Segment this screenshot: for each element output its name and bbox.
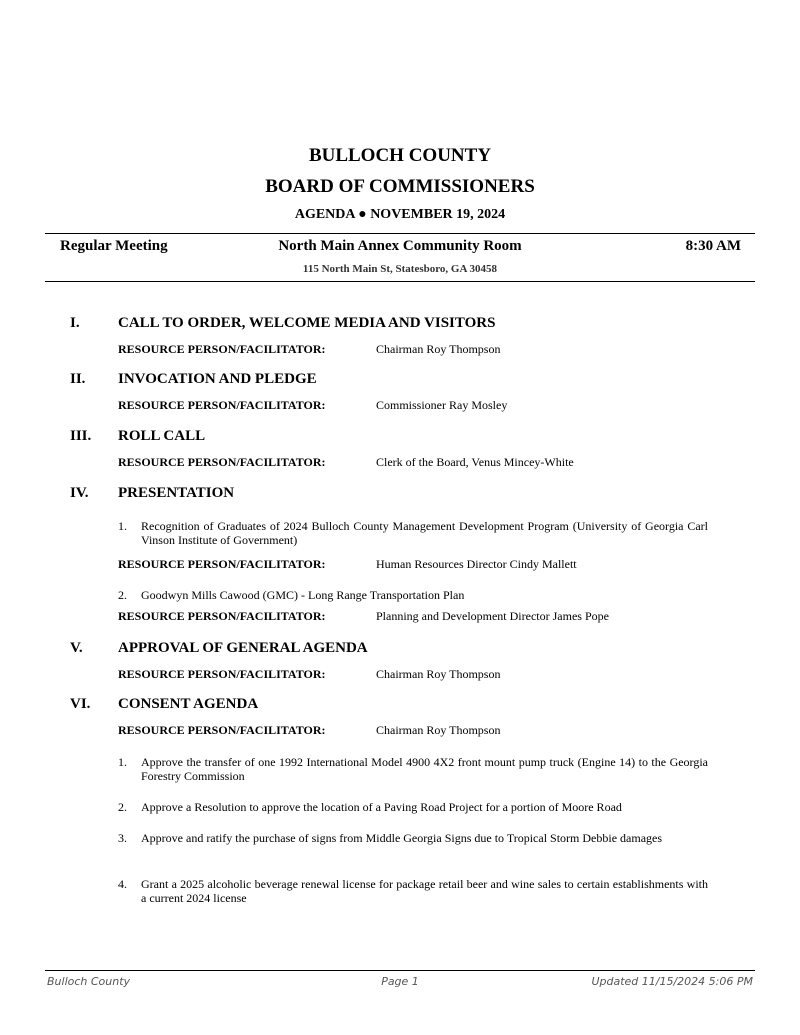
item-number: 1. (118, 755, 127, 769)
resource-label: RESOURCE PERSON/FACILITATOR: (118, 609, 326, 623)
section-number: II. (70, 371, 86, 387)
section-number: IV. (70, 485, 89, 501)
header-bottom-rule (45, 281, 755, 282)
board-title: BOARD OF COMMISSIONERS (265, 176, 535, 197)
list-item (118, 877, 708, 905)
section-number: V. (70, 640, 83, 656)
item-text: Approve a Resolution to approve the location of a Paving Road Project for a portion of Moore Road (141, 800, 622, 814)
resource-label: RESOURCE PERSON/FACILITATOR: (118, 723, 326, 737)
section-title: INVOCATION AND PLEDGE (118, 371, 317, 387)
resource-person: Planning and Development Director James Pope (376, 609, 609, 623)
section-number: VI. (70, 696, 91, 712)
county-title: BULLOCH COUNTY (308, 145, 492, 166)
resource-person: Chairman Roy Thompson (376, 723, 501, 737)
resource-line (118, 398, 508, 413)
resource-person: Chairman Roy Thompson (376, 342, 501, 356)
list-item (118, 588, 708, 602)
resource-label: RESOURCE PERSON/FACILITATOR: (118, 455, 326, 469)
item-number: 4. (118, 877, 127, 891)
item-text: Recognition of Graduates of 2024 Bulloch County Management Development Program (University of Georgia Carl Vinson Institute of Government) (141, 519, 708, 547)
resource-label: RESOURCE PERSON/FACILITATOR: (118, 667, 326, 681)
footer-updated: Updated 11/15/2024 5:06 PM (591, 975, 753, 988)
item-number: 2. (118, 800, 127, 814)
section-number: I. (70, 315, 80, 331)
resource-line (118, 455, 574, 470)
item-text: Grant a 2025 alcoholic beverage renewal license for package retail beer and wine sales to certain establishments with a current 2024 license (141, 877, 708, 905)
list-item (118, 519, 708, 547)
section-title: PRESENTATION (118, 485, 235, 501)
resource-person: Commissioner Ray Mosley (376, 398, 508, 412)
list-item (118, 800, 708, 814)
item-text: Goodwyn Mills Cawood (GMC) - Long Range Transportation Plan (141, 588, 465, 602)
resource-line (118, 342, 501, 357)
meeting-type: Regular Meeting (60, 238, 168, 254)
item-number: 2. (118, 588, 127, 602)
resource-line (118, 723, 501, 738)
resource-line (118, 667, 501, 682)
resource-label: RESOURCE PERSON/FACILITATOR: (118, 398, 326, 412)
footer-county: Bulloch County (47, 975, 131, 988)
section-title: ROLL CALL (118, 428, 206, 444)
item-number: 3. (118, 831, 127, 845)
resource-person: Clerk of the Board, Venus Mincey-White (376, 455, 574, 469)
item-number: 1. (118, 519, 127, 533)
section-title: CALL TO ORDER, WELCOME MEDIA AND VISITORS (118, 315, 496, 331)
meeting-time: 8:30 AM (685, 238, 741, 254)
list-item (118, 755, 708, 783)
section-title: CONSENT AGENDA (118, 696, 259, 712)
resource-person: Chairman Roy Thompson (376, 667, 501, 681)
header-top-rule (45, 233, 755, 234)
section-number: III. (70, 428, 92, 444)
agenda-date: AGENDA ● NOVEMBER 19, 2024 (294, 207, 506, 222)
resource-person: Human Resources Director Cindy Mallett (376, 557, 577, 571)
resource-line (118, 557, 577, 572)
footer-page-number: Page 1 (381, 975, 419, 988)
footer-rule (45, 970, 755, 971)
section-title: APPROVAL OF GENERAL AGENDA (118, 640, 368, 656)
item-text: Approve the transfer of one 1992 International Model 4900 4X2 front mount pump truck (Engine 14) to the Georgia Forestry Commission (141, 755, 708, 783)
meeting-address: 115 North Main St, Statesboro, GA 30458 (302, 263, 498, 275)
item-text: Approve and ratify the purchase of signs from Middle Georgia Signs due to Tropical Storm Debbie damages (141, 831, 663, 845)
meeting-room: North Main Annex Community Room (278, 238, 522, 254)
resource-label: RESOURCE PERSON/FACILITATOR: (118, 342, 326, 356)
resource-line (118, 609, 609, 624)
list-item (118, 831, 708, 845)
resource-label: RESOURCE PERSON/FACILITATOR: (118, 557, 326, 571)
